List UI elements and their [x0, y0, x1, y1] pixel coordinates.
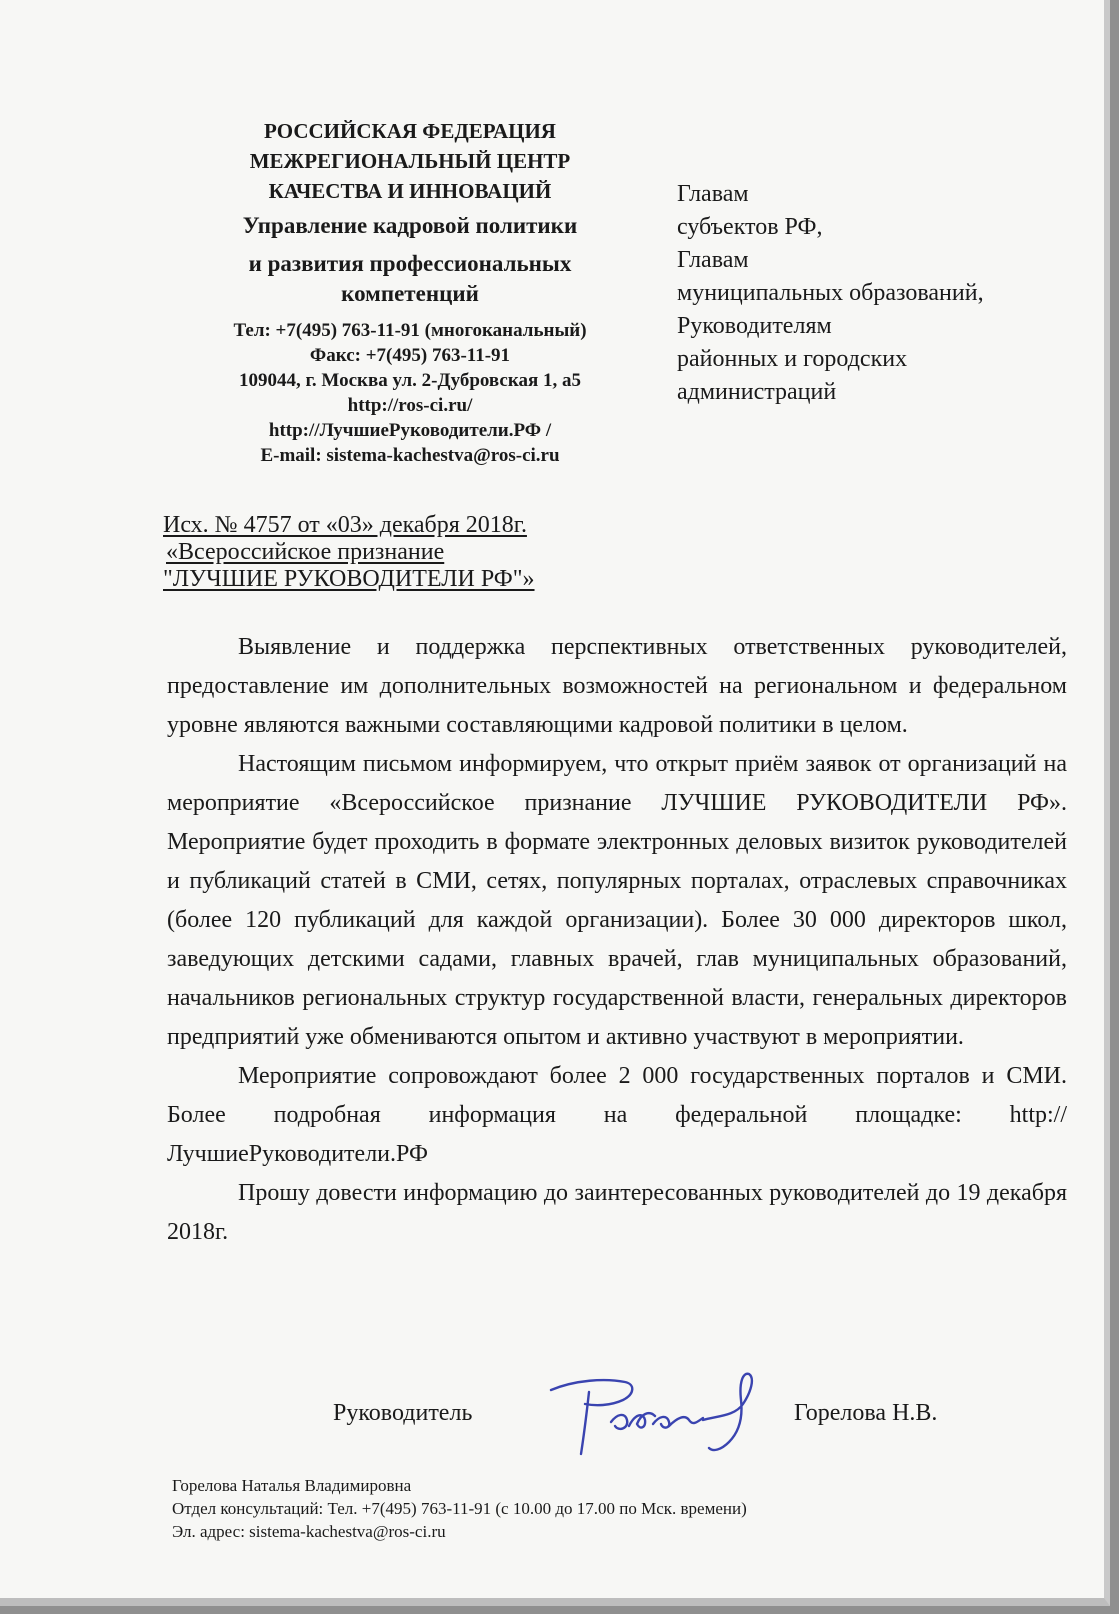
recipient-line: Руководителям — [677, 313, 832, 339]
outgoing-reference — [163, 512, 535, 593]
department-line: и развития профессиональных — [248, 251, 572, 276]
org-name-line: РОССИЙСКАЯ ФЕДЕРАЦИЯ — [264, 119, 556, 143]
footer-line: Горелова Наталья Владимировна — [172, 1476, 412, 1495]
recipient-line: администраций — [677, 379, 837, 405]
body-paragraph: Мероприятие сопровождают более 2 000 государственных порталов и СМИ. Более подробная информация на федеральной площадке: http://ЛучшиеРуководители.РФ — [167, 1063, 1067, 1167]
org-name-line: КАЧЕСТВА И ИННОВАЦИЙ — [268, 179, 552, 203]
body-paragraph: Прошу довести информацию до заинтересованных руководителей до 19 декабря 2018г. — [167, 1180, 1067, 1245]
contact-footer — [172, 1474, 747, 1543]
letter-body — [167, 628, 1067, 1252]
body-paragraph: Выявление и поддержка перспективных ответственных руководителей, предоставление им дополнительных возможностей на региональном и федеральном уровне являются важными составляющими кадровой политики в целом. — [167, 634, 1067, 738]
department-line: Управление кадровой политики — [242, 213, 578, 238]
recipient-line: муниципальных образований, — [677, 280, 984, 306]
footer-line: Отдел консультаций: Тел. +7(495) 763-11-91 (с 10.00 до 17.00 по Мск. времени) — [172, 1499, 747, 1518]
reference-topic-line: "ЛУЧШИЕ РУКОВОДИТЕЛИ РФ"» — [163, 566, 535, 592]
reference-topic-line: «Всероссийское признание — [166, 539, 445, 565]
email-line: E-mail: sistema-kachestva@ros-ci.ru — [260, 445, 560, 466]
signatory-title: Руководитель — [333, 1400, 473, 1426]
recipient-line: Главам — [677, 181, 749, 207]
recipient-line: Главам — [677, 247, 749, 273]
contact-block — [180, 318, 640, 468]
website-link-2: http://ЛучшиеРуководители.РФ / — [268, 420, 552, 441]
signatory-name: Горелова Н.В. — [794, 1400, 938, 1426]
address-line: 109044, г. Москва ул. 2-Дубровская 1, а5 — [238, 370, 582, 391]
fax-line: Факс: +7(495) 763-11-91 — [309, 345, 511, 366]
handwritten-signature — [545, 1370, 795, 1462]
body-paragraph: Настоящим письмом информируем, что открыт приём заявок от организаций на мероприятие «Всероссийское признание ЛУЧШИЕ РУКОВОДИТЕЛИ РФ». Мероприятие будет проходить в формате электронных деловых визиток руководителей и публикаций статей в СМИ, сетях, популярных порталах, отраслевых справочниках (более 120 публикаций для каждой организации). Более 30 000 директоров школ, заведующих детскими садами, главных врачей, глав муниципальных образований, начальников региональных структур государственной власти, генеральных директоров предприятий уже обмениваются опытом и активно участвуют в мероприятии. — [167, 751, 1067, 1050]
letterhead — [180, 116, 640, 468]
reference-number: Исх. № 4757 от «03» декабря 2018г. — [163, 512, 527, 538]
recipient-line: субъектов РФ, — [677, 214, 823, 240]
recipient-line: районных и городских — [677, 346, 908, 372]
website-link: http://ros-ci.ru/ — [347, 395, 473, 416]
footer-line: Эл. адрес: sistema-kachestva@ros-ci.ru — [172, 1522, 446, 1541]
org-name-line: МЕЖРЕГИОНАЛЬНЫЙ ЦЕНТР — [249, 149, 571, 173]
phone-line: Тел: +7(495) 763-11-91 (многоканальный) — [233, 320, 587, 341]
department-line: компетенций — [341, 281, 479, 306]
recipients-block — [677, 178, 984, 409]
